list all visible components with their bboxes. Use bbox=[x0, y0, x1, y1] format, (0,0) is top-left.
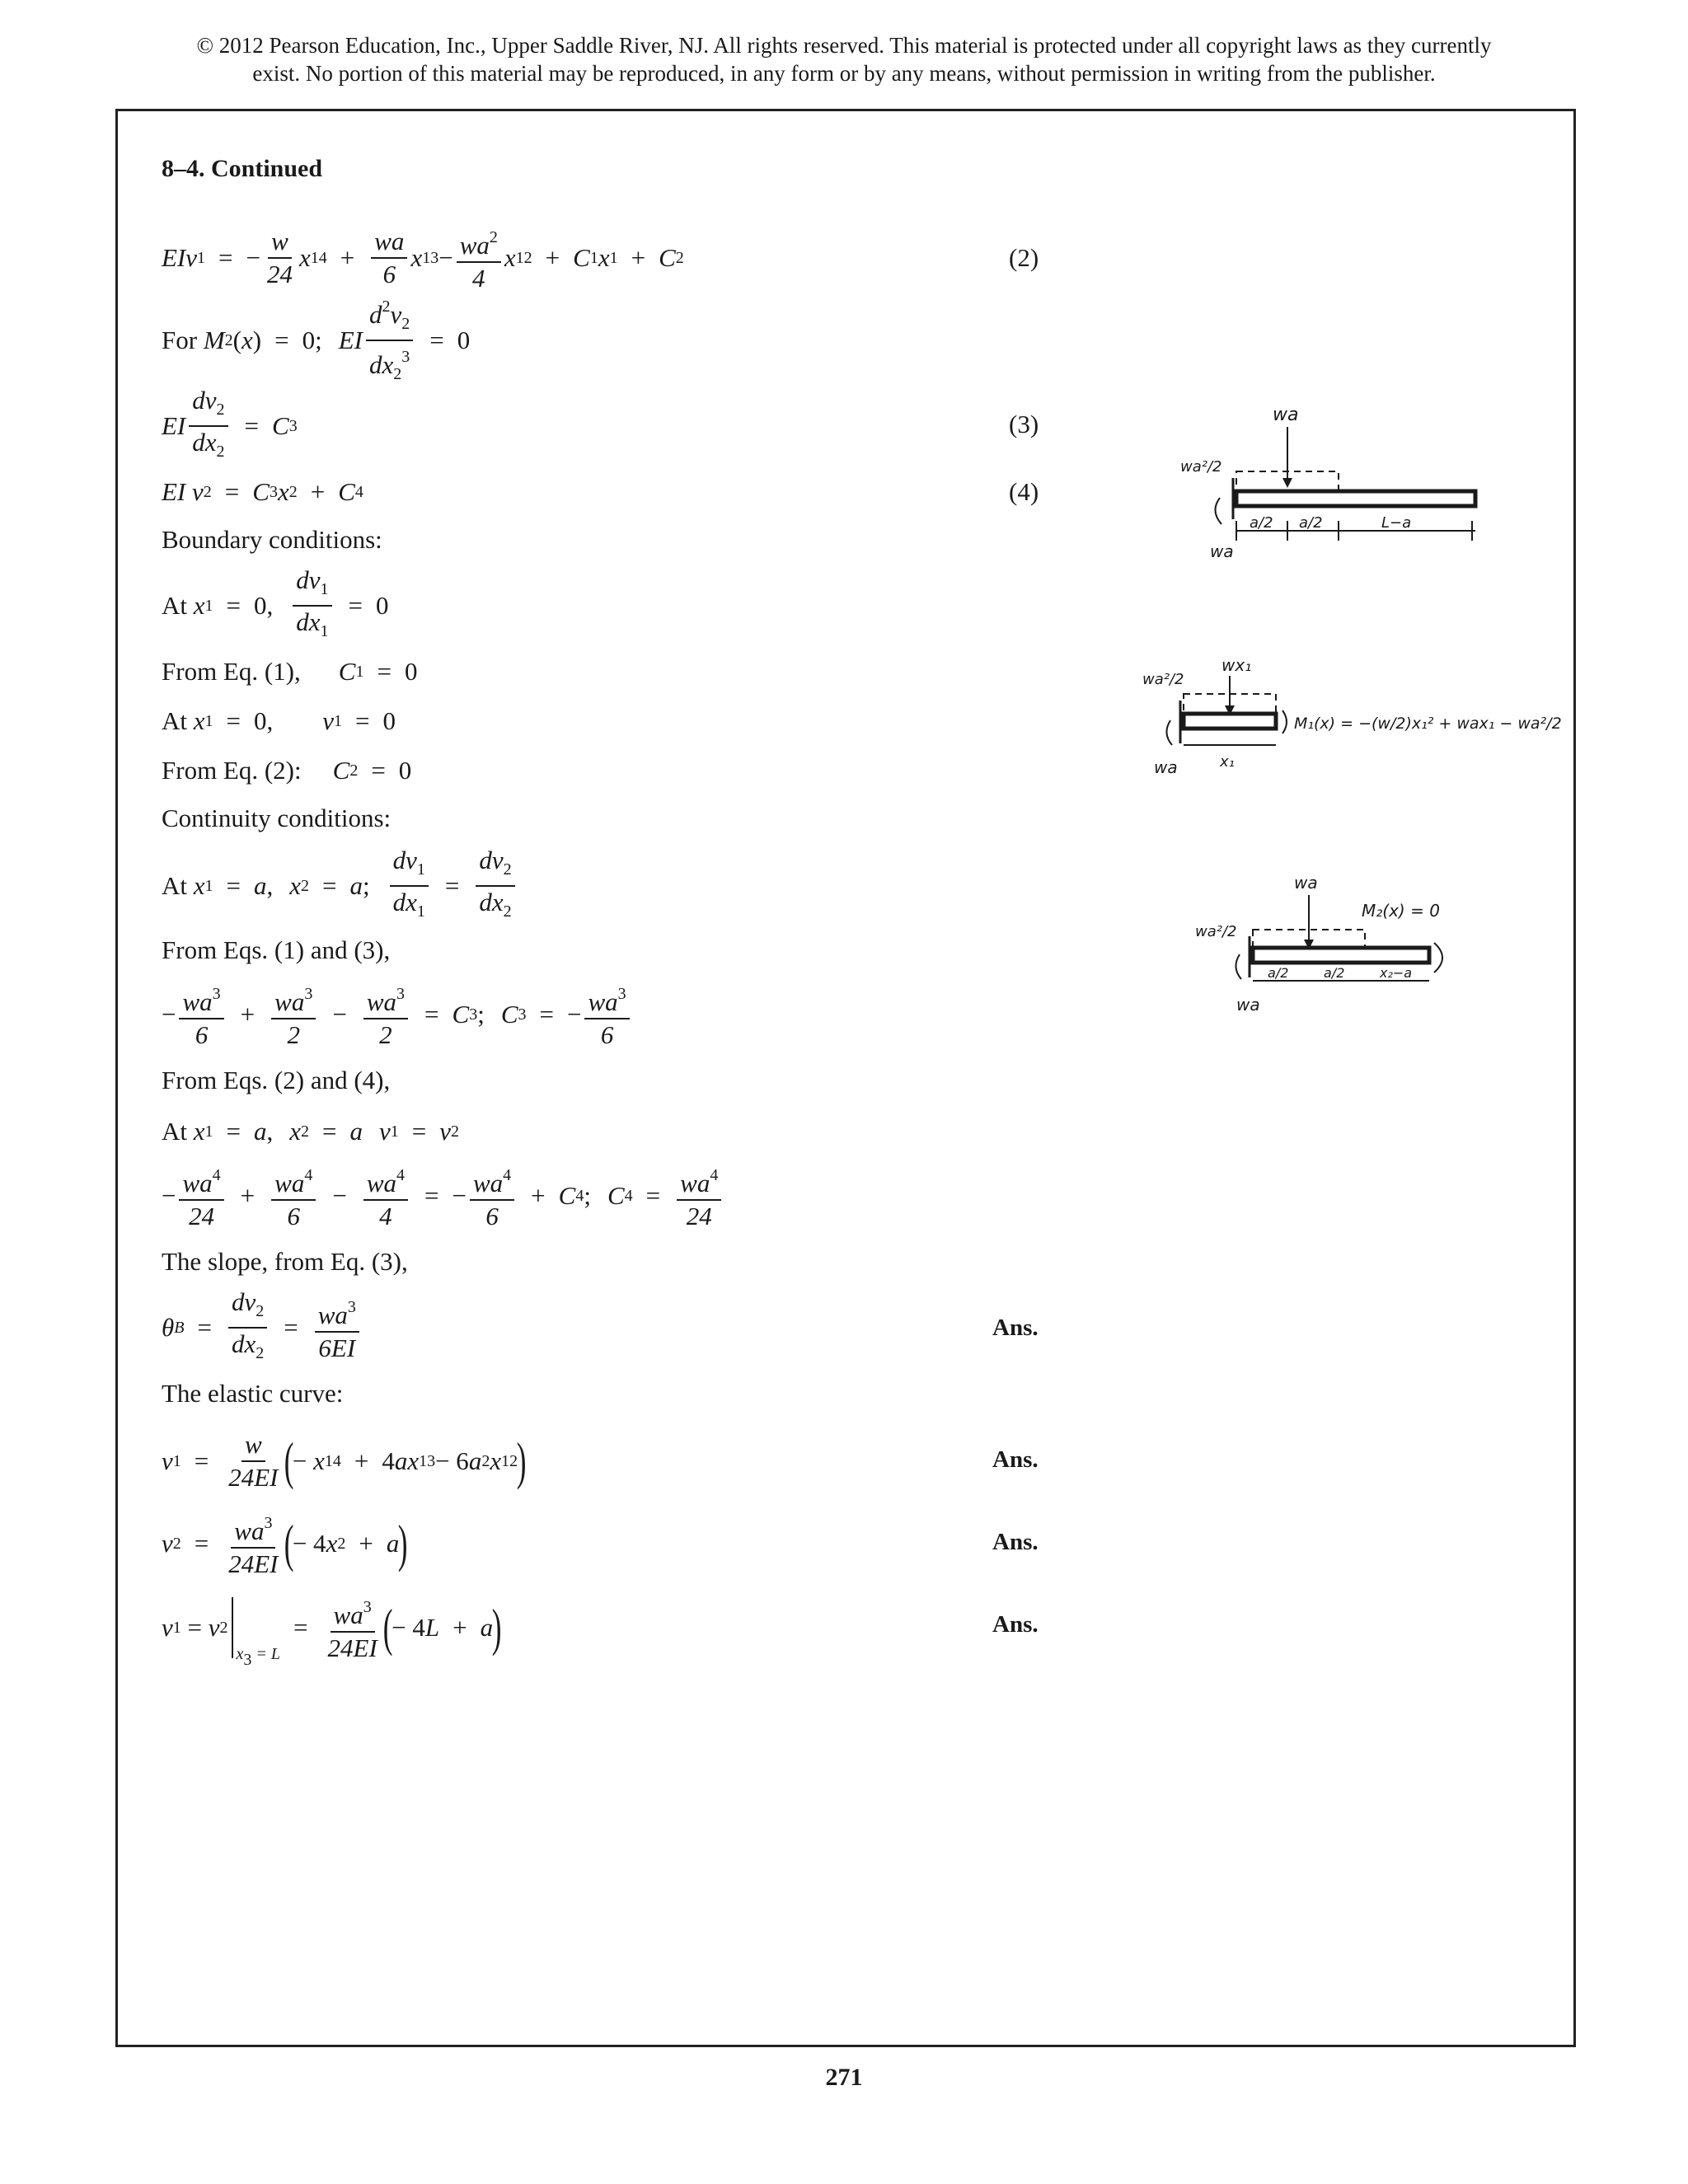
fig3-dim3: x₂−a bbox=[1380, 965, 1413, 981]
continuity-slope: At x 1 = a , x 2 = a ; $\frac{dv_1}{dx_1}$ = $\frac{dv_2}{dx_2}$ bbox=[162, 849, 518, 923]
at-label: At bbox=[162, 871, 187, 900]
fig1-beam bbox=[1236, 491, 1475, 506]
fig2-reaction-label: wa bbox=[1154, 757, 1178, 777]
fig2-internal-moment: M₁(x) = −(w/2)x₁² + wax₁ − wa²/2 bbox=[1294, 715, 1562, 733]
page-number: 271 bbox=[825, 2064, 863, 2091]
continuity-deflection: At x 1 = a , x 2 = a v 1 = v 2 bbox=[162, 1117, 460, 1146]
from-eq2-label: From Eq. (2): bbox=[162, 756, 302, 785]
answer-label-v2: Ans. bbox=[992, 1528, 1039, 1555]
from-eq1-label: From Eq. (1), bbox=[162, 657, 301, 686]
equation-number-3: (3) bbox=[1009, 410, 1039, 438]
fig3-internal-moment: M₂(x) = 0 bbox=[1362, 901, 1440, 921]
equation-tip-deflection: v 1 = v 2 $x_3 = L$ = $\frac{wa^3}{24EI}$ ( − 4 L + a ) bbox=[162, 1591, 500, 1665]
from-eqs-2-4-label: From Eqs. (2) and (4), bbox=[162, 1066, 391, 1094]
fig3-beam-segment bbox=[1253, 948, 1429, 963]
at-label: At bbox=[162, 706, 187, 735]
equation-v1: v 1 = $\frac{w}{24EI}$ ( − x 1 4 + 4 ax 1 3 − 6 a 2 x 1 2 ) bbox=[162, 1430, 527, 1492]
equation-number-2: (2) bbox=[1009, 243, 1039, 272]
copyright-line-2: exist. No portion of this material may be reproduced, in any form or by any means, without permission in writing from the publisher. bbox=[252, 61, 1436, 86]
copyright-line-1: © 2012 Pearson Education, Inc., Upper Saddle River, NJ. All rights reserved. This material is protected under all copyright laws as they currently bbox=[196, 33, 1492, 58]
fig2-moment-label: wa²/2 bbox=[1142, 671, 1184, 688]
fig2-load-label: wx₁ bbox=[1221, 655, 1252, 675]
fig3-dim2: a/2 bbox=[1324, 965, 1345, 981]
answer-label-v1-v2: Ans. bbox=[992, 1610, 1039, 1638]
fig1-dim3: L−a bbox=[1381, 514, 1412, 532]
fig1-arrow-head bbox=[1282, 478, 1292, 488]
figure-beam-fbd bbox=[1170, 396, 1484, 569]
at-label: At bbox=[162, 1117, 187, 1146]
figure-segment-2 bbox=[1179, 865, 1492, 1022]
fig1-load-label: wa bbox=[1273, 405, 1299, 425]
result-c2: From Eq. (2): C 2 = 0 bbox=[162, 756, 412, 785]
equation-c4: − $\frac{wa^4}{24}$ + $\frac{wa^4}{6}$ − $\frac{wa^4}{4}$ = − $\frac{wa^4}{6}$ + C 4 ; C 4 = $\frac{wa^4}{24}$ bbox=[162, 1159, 724, 1233]
equation-slope-c3: EI $\frac{dv_2}{dx_2}$ = C 3 bbox=[162, 386, 298, 461]
boundary-conditions-label: Boundary conditions: bbox=[162, 525, 382, 554]
equation-theta-b: θ B = $\frac{dv_2}{dx_2}$ = $\frac{wa^3}{6EI}$ bbox=[162, 1291, 363, 1365]
at-label: At bbox=[162, 591, 187, 620]
equation-c3: − $\frac{wa^3}{6}$ + $\frac{wa^3}{2}$ − $\frac{wa^3}{2}$ = C 3 ; C 3 = − $\frac{wa^3}{6}$ bbox=[162, 977, 633, 1052]
figure-segment-1 bbox=[1137, 651, 1562, 791]
fig1-moment-arrow bbox=[1215, 498, 1221, 524]
equation-number-4: (4) bbox=[1009, 477, 1039, 506]
fig3-moment-label: wa²/2 bbox=[1195, 923, 1237, 940]
continuity-conditions-label: Continuity conditions: bbox=[162, 804, 392, 832]
answer-label-v1: Ans. bbox=[992, 1446, 1039, 1473]
fig3-load-label: wa bbox=[1294, 873, 1318, 893]
equation-ev1: EIv 1 = − $\frac{w}{24}$ x 1 4 + $\frac{wa}{6}$ x 1 3 − $\frac{wa^2}{4}$ x 1 2 + C 1 x 1 + C 2 bbox=[162, 221, 684, 295]
slope-label: The slope, from Eq. (3), bbox=[162, 1247, 408, 1276]
fig2-beam-segment bbox=[1184, 714, 1276, 729]
boundary-deflection: At x 1 = 0, v 1 = 0 bbox=[162, 706, 396, 735]
fig1-reaction-label: wa bbox=[1210, 541, 1234, 561]
fig3-reaction-label: wa bbox=[1236, 995, 1260, 1015]
fig1-dim2: a/2 bbox=[1299, 514, 1323, 532]
equation-v2: v 2 = $\frac{wa^3}{24EI}$ ( − 4 x 2 + a ) bbox=[162, 1507, 407, 1581]
equation-m2-zero: For M 2 ( x ) = 0; EI $\frac{d^2v_2}{dx_2^3}$ = 0 bbox=[162, 303, 470, 377]
boundary-slope: At x 1 = 0, $\frac{dv_1}{dx_1}$ = 0 bbox=[162, 565, 389, 640]
copyright-notice bbox=[0, 31, 1688, 87]
from-eqs-1-3-label: From Eqs. (1) and (3), bbox=[162, 935, 391, 964]
fig2-dim: x₁ bbox=[1220, 753, 1235, 771]
for-label: For bbox=[162, 326, 198, 354]
elastic-curve-label: The elastic curve: bbox=[162, 1379, 344, 1408]
equation-ev2: EI v 2 = C 3 x 2 + C 4 bbox=[162, 477, 363, 506]
fig3-dim1: a/2 bbox=[1268, 965, 1289, 981]
answer-label-theta: Ans. bbox=[992, 1314, 1039, 1341]
fig1-dim1: a/2 bbox=[1250, 514, 1273, 532]
fig1-moment-label: wa²/2 bbox=[1180, 458, 1222, 476]
problem-title: 8–4. Continued bbox=[162, 155, 323, 182]
result-c1: From Eq. (1), C 1 = 0 bbox=[162, 657, 418, 686]
